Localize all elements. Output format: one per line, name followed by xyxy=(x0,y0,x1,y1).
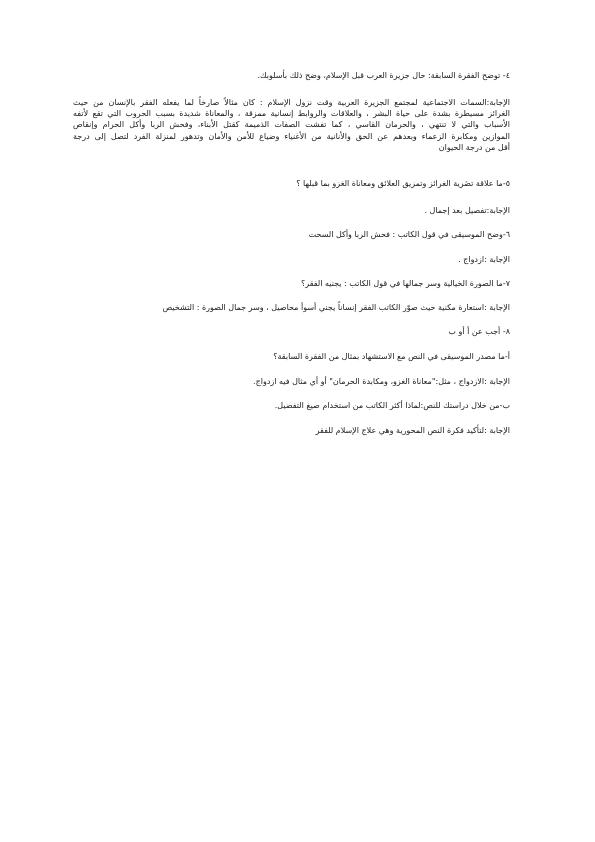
answer-4 xyxy=(73,97,510,153)
answer-4-line: الإجابة:السمات الاجتماعية لمجتمع الجزيرة العربية وقت نزول الإسلام : كان مثالاً صارخاً لما يفعله الفقر بالإنسان من حيث xyxy=(73,98,510,107)
answer-8b: الإجابة :لتأكيد فكرة النص المحورية وهي علاج الإسلام للفقر xyxy=(315,426,510,435)
answer-4-line: الغرائز مسيطرة بشدة على حياة البشر ، والعلاقات والروابط إنسانية ممزقة ، والمعاناة شديدة بسبب الحروب التي تقع لأتفه xyxy=(73,109,510,119)
answer-7: الإجابة :استعارة مكنية حيث صوّر الكاتب الفقر إنساناً يجني أسوأ محاصيل ، وسر جمال الصورة : التشخيص xyxy=(162,303,510,312)
question-6: ٦-وضح الموسيقى في قول الكاتب : فحش الربا وأكل السحت xyxy=(308,230,510,239)
answer-4-line: أقل من درجة الحيوان xyxy=(438,142,510,152)
answer-4-line: الأسباب والتي لا تنتهي ، والحرمان القاسي ، كما تفشت الصفات الذميمة كقتل الأبناء، وفحش الربا وأكل الحرام وإنقاص xyxy=(73,120,510,130)
answer-5: الإجابة:تفصيل بعد إجمال . xyxy=(424,206,510,215)
question-8a: أ-ما مصدر الموسيقى في النص مع الاستشهاد بمثال من الفقرة السابقة؟ xyxy=(273,352,510,361)
question-8: ٨- أجب عن أ أو ب xyxy=(448,327,510,336)
answer-8a: الإجابة :الازدواج ، مثل:"معاناة الغزو، ومكابدة الحرمان" أو أي مثال فيه ازدواج. xyxy=(253,377,510,386)
question-5: ٥-ما علاقة تضَرية الغرائز وتمزيق العلائق ومعاناة الغزو بما قبلها ؟ xyxy=(296,179,510,188)
answer-6: الإجابة :ازدواج . xyxy=(458,255,510,264)
question-8b: ب-من خلال دراستك للنص:لماذا أكثر الكاتب من استخدام صيغ التفضيل. xyxy=(274,401,510,410)
answer-4-line: الموازين ومكابرة الزعماء وبعدهم عن الحق والأنانية من الأغنياء وضياع للأمن والأمان وتدهور لمنزلة الفرد لتصل إلى درجة xyxy=(73,131,510,141)
question-4: ٤- توضح الفقرة السابقة: حال جزيرة العرب قبل الإسلام، وضح ذلك بأسلوبك. xyxy=(257,71,510,80)
question-7: ٧-ما الصورة الخيالية وسر جمالها في قول الكاتب : يجنيه الفقر؟ xyxy=(301,279,510,288)
